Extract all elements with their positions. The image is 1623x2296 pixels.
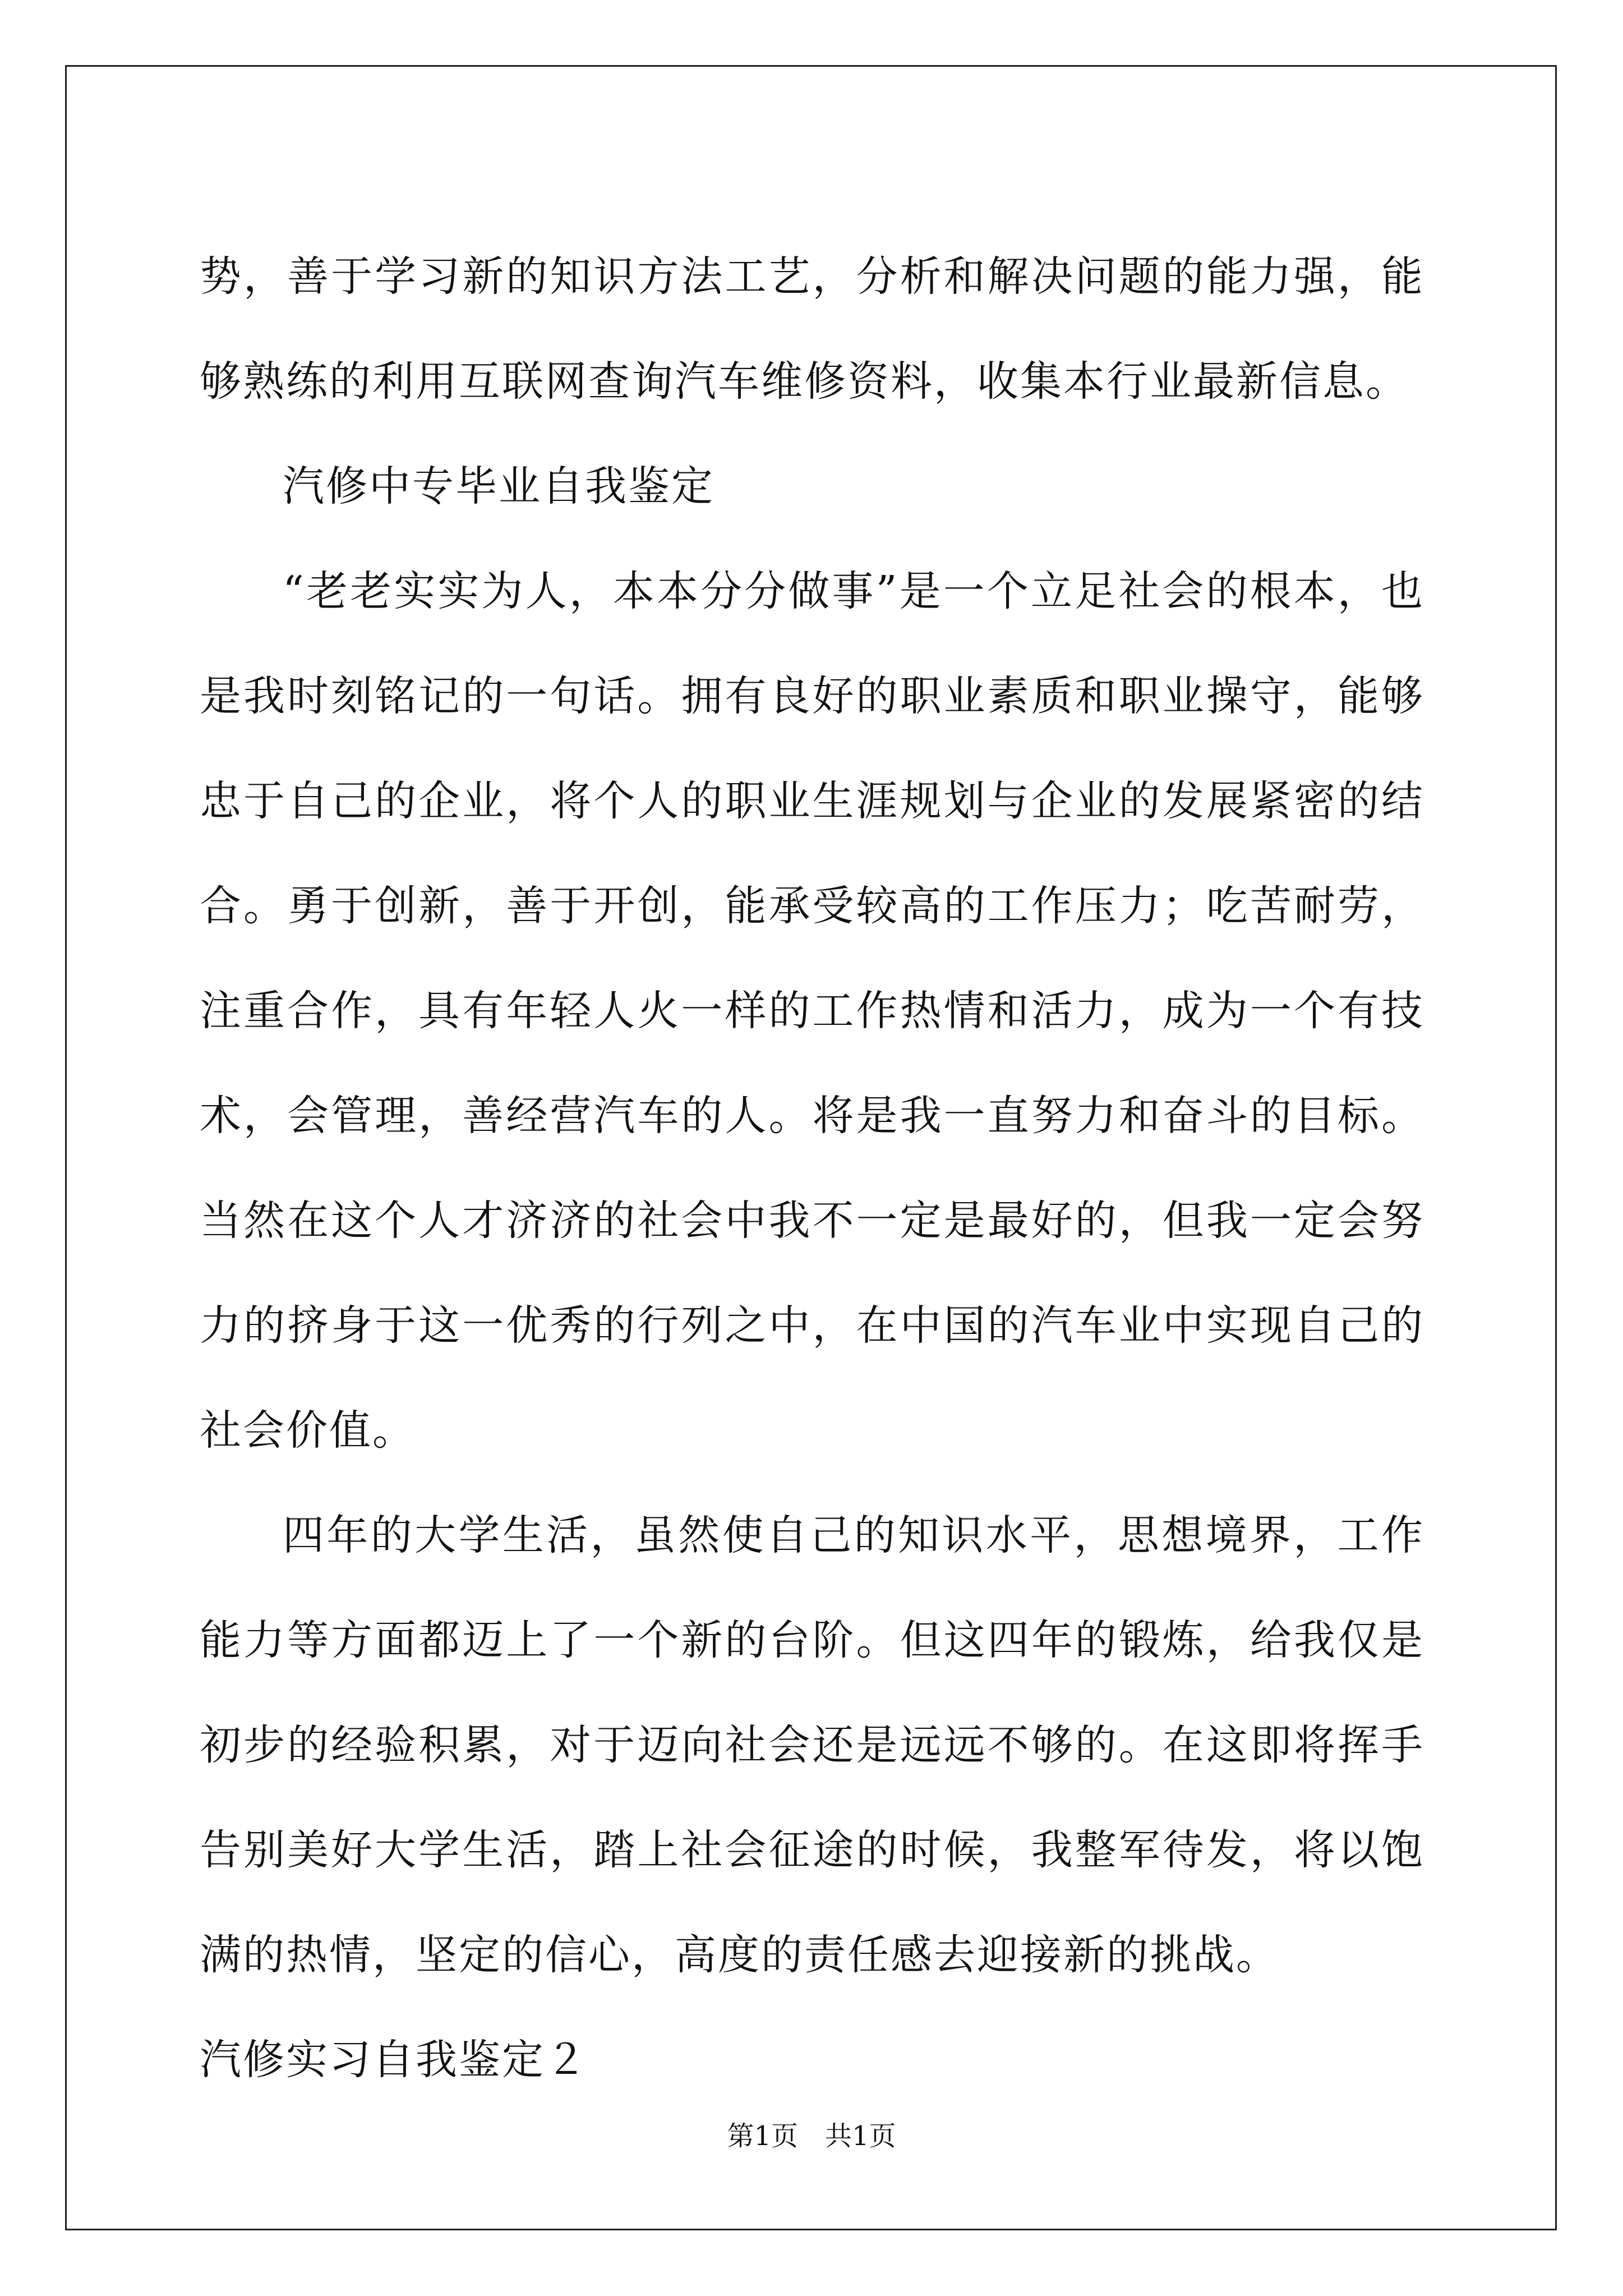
section-title-next: 汽修实习自我鉴定２	[200, 2036, 588, 2084]
section-heading: 汽修中专毕业自我鉴定	[283, 462, 714, 510]
paragraph-college: 四年的大学生活，虽然使自己的知识水平，思想境界，工作能力等方面都迈上了一个新的台阶。但这四年的锻炼，给我仅是初步的经验积累，对于迈向社会还是远远不够的。在这即将挥手告别美好大学生活，踏上社会征途的时候，我整军待发，将以饱满的热情，坚定的信心，高度的责任感去迎接新的挑战。	[200, 1511, 1424, 1979]
page-number-current: 第1页	[727, 2120, 798, 2152]
paragraph-continuation: 势，善于学习新的知识方法工艺，分析和解决问题的能力强，能够熟练的利用互联网查询汽车维修资料，收集本行业最新信息。	[200, 252, 1424, 406]
page-footer	[0, 2119, 1623, 2153]
page-number-total: 共1页	[825, 2120, 896, 2152]
paragraph-quote: “老老实实为人，本本分分做事”是一个立足社会的根本，也是我时刻铭记的一句话。拥有良好的职业素质和职业操守，能够忠于自己的企业，将个人的职业生涯规划与企业的发展紧密的结合。勇于创新，善于开创，能承受较高的工作压力；吃苦耐劳，注重合作，具有年轻人火一样的工作热情和活力，成为一个有技术，会管理，善经营汽车的人。将是我一直努力和奋斗的目标。当然在这个人才济济的社会中我不一定是最好的，但我一定会努力的挤身于这一优秀的行列之中，在中国的汽车业中实现自己的社会价值。	[200, 567, 1424, 1455]
document-body	[200, 224, 1424, 2113]
